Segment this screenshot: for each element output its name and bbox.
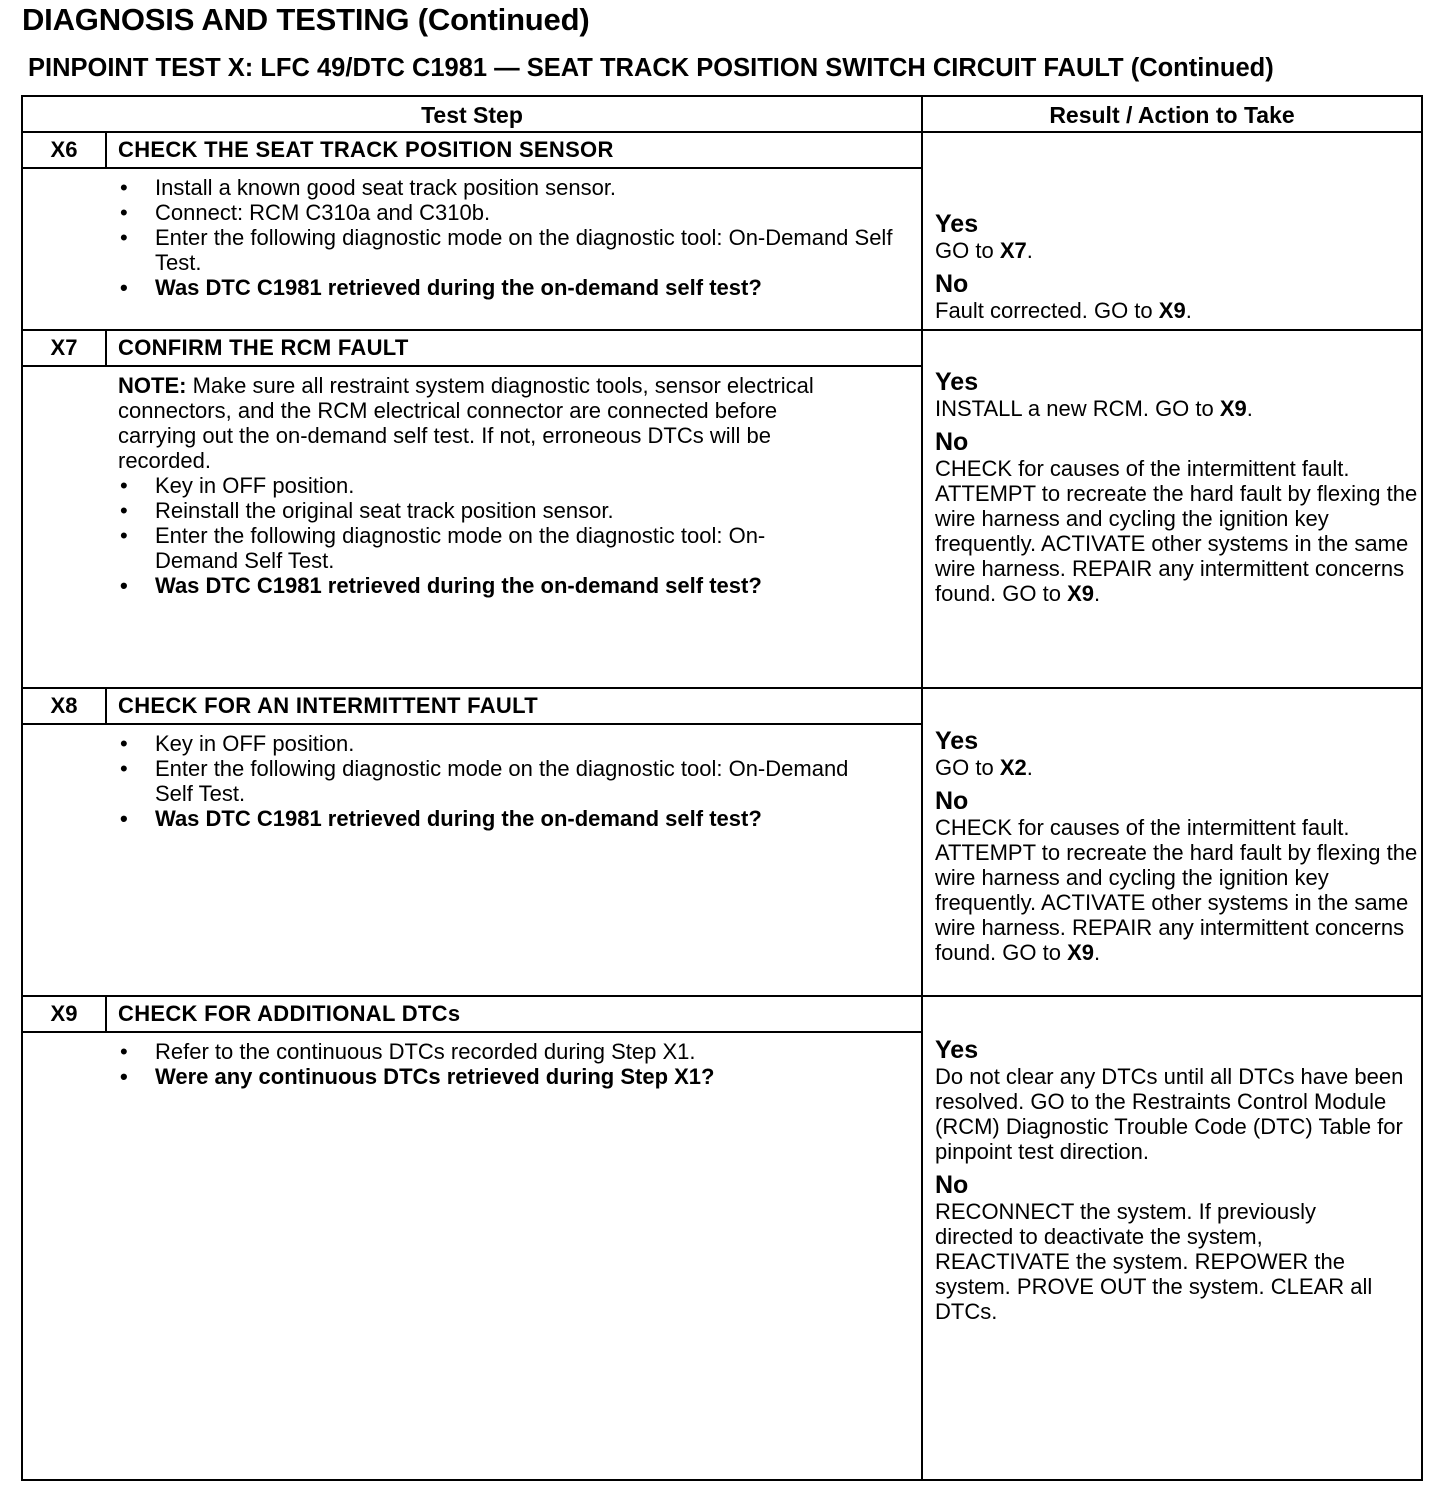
column-header-test-step: Test Step	[421, 102, 523, 128]
pinpoint-test-subtitle: PINPOINT TEST X: LFC 49/DTC C1981 — SEAT TRACK POSITION SWITCH CIRCUIT FAULT (Continued)	[28, 54, 1274, 82]
instruction-item: • Connect: RCM C310a and C310b.	[118, 200, 908, 225]
instruction-question: • Were any continuous DTCs retrieved during Step X1?	[118, 1064, 908, 1089]
step-instructions	[118, 175, 908, 300]
instruction-item: • Enter the following diagnostic mode on the diagnostic tool: On-Demand Self Test.	[118, 756, 855, 806]
step-id-divider	[105, 687, 107, 723]
step-id-divider	[105, 995, 107, 1031]
yes-action: GO to X2.	[935, 755, 1033, 780]
step-title: CHECK FOR ADDITIONAL DTCs	[118, 1001, 461, 1026]
no-action: CHECK for causes of the intermittent fault. ATTEMPT to recreate the hard fault by flexing the wire harness and cycling the ignition key frequently. ACTIVATE other systems in the same wire harness. REPAIR any intermittent concerns found. GO to X9.	[935, 456, 1418, 606]
yes-action: INSTALL a new RCM. GO to X9.	[935, 396, 1253, 421]
step-title-divider	[23, 1031, 921, 1033]
instruction-question: • Was DTC C1981 retrieved during the on-demand self test?	[118, 573, 945, 598]
page-title: DIAGNOSIS AND TESTING (Continued)	[22, 2, 590, 37]
column-header-result: Result / Action to Take	[1049, 102, 1295, 128]
step-reference: X2	[999, 755, 1027, 780]
step-reference: X7	[999, 238, 1027, 263]
step-id-divider	[105, 131, 107, 167]
no-label: No	[935, 428, 969, 456]
no-action: CHECK for causes of the intermittent fault. ATTEMPT to recreate the hard fault by flexing the wire harness and cycling the ignition key frequently. ACTIVATE other systems in the same wire harness. REPAIR any intermittent concerns found. GO to X9.	[935, 815, 1418, 965]
row-divider	[23, 995, 1421, 997]
step-result	[935, 1037, 1423, 1324]
step-id: X6	[50, 137, 78, 162]
instruction-item: • Refer to the continuous DTCs recorded during Step X1.	[118, 1039, 908, 1064]
instruction-item: • Install a known good seat track position sensor.	[118, 175, 908, 200]
instruction-item: • Reinstall the original seat track position sensor.	[118, 498, 828, 523]
yes-label: Yes	[935, 368, 979, 396]
step-instructions	[118, 373, 828, 598]
row-divider	[23, 329, 1421, 331]
yes-action: Do not clear any DTCs until all DTCs have been resolved. GO to the Restraints Control Module (RCM) Diagnostic Trouble Code (DTC) Table for pinpoint test direction.	[935, 1064, 1404, 1164]
step-result	[935, 369, 1423, 606]
yes-label: Yes	[935, 210, 979, 238]
instruction-question: • Was DTC C1981 retrieved during the on-demand self test?	[118, 806, 908, 831]
yes-action: GO to X7.	[935, 238, 1033, 263]
step-id: X7	[50, 335, 78, 360]
instruction-question: • Was DTC C1981 retrieved during the on-demand self test?	[118, 275, 908, 300]
step-note: NOTE: Make sure all restraint system diagnostic tools, sensor electrical connectors, and the RCM electrical connector are connected before carrying out the on-demand self test. If not, erroneous DTCs will be recorded.	[118, 373, 814, 473]
step-reference: X9	[1067, 940, 1095, 965]
yes-label: Yes	[935, 727, 979, 755]
no-label: No	[935, 270, 969, 298]
step-id: X8	[50, 693, 78, 718]
step-result	[935, 211, 1423, 323]
instruction-item: • Enter the following diagnostic mode on the diagnostic tool: On-Demand Self Test.	[118, 523, 828, 573]
step-title-divider	[23, 167, 921, 169]
no-label: No	[935, 1171, 969, 1199]
step-id-divider	[105, 329, 107, 365]
column-divider	[921, 97, 923, 1479]
step-title: CHECK FOR AN INTERMITTENT FAULT	[118, 693, 538, 718]
step-title: CHECK THE SEAT TRACK POSITION SENSOR	[118, 137, 614, 162]
no-action: RECONNECT the system. If previously directed to deactivate the system, REACTIVATE the system. REPOWER the system. PROVE OUT the system. CLEAR all DTCs.	[935, 1199, 1373, 1324]
no-action: Fault corrected. GO to X9.	[935, 298, 1192, 323]
step-instructions	[118, 1039, 908, 1089]
yes-label: Yes	[935, 1036, 979, 1064]
step-title-divider	[23, 365, 921, 367]
step-reference: X9	[1219, 396, 1247, 421]
step-instructions	[118, 731, 908, 831]
step-result	[935, 728, 1423, 965]
step-reference: X9	[1158, 298, 1186, 323]
step-id: X9	[50, 1001, 78, 1026]
step-title-divider	[23, 723, 921, 725]
instruction-item: • Key in OFF position.	[118, 473, 828, 498]
instruction-item: • Enter the following diagnostic mode on the diagnostic tool: On-Demand Self Test.	[118, 225, 908, 275]
step-reference: X9	[1067, 581, 1095, 606]
pinpoint-test-table	[21, 95, 1423, 1481]
row-divider	[23, 687, 1421, 689]
step-title: CONFIRM THE RCM FAULT	[118, 335, 409, 360]
no-label: No	[935, 787, 969, 815]
instruction-item: • Key in OFF position.	[118, 731, 908, 756]
